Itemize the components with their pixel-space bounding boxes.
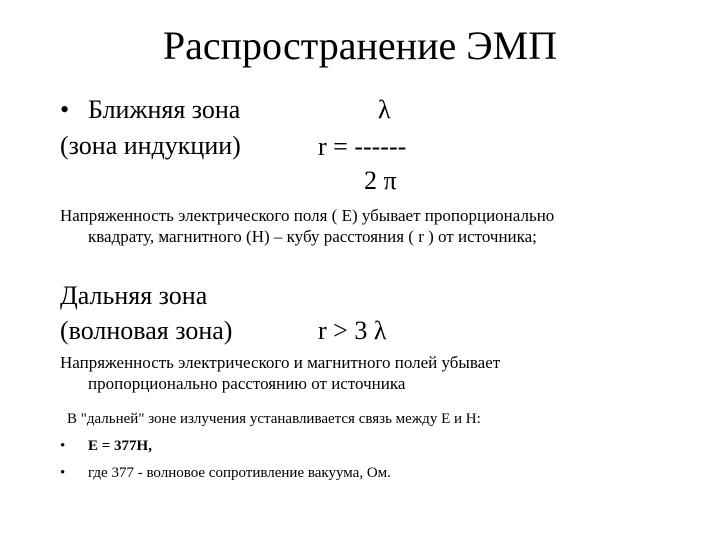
near-zone-bullet: • — [60, 95, 70, 124]
bullet-text: где 377 - волновое сопротивление вакуума, Ом. — [88, 465, 391, 481]
near-zone-description-line1: Напряженность электрического поля ( E) убывает пропорционально — [60, 206, 555, 225]
bullet-formula: Е = 377Н, — [88, 438, 152, 454]
relation-intro: В "дальней" зоне излучения устанавливается связь между Е и Н: — [67, 411, 481, 427]
formula-numerator: λ — [378, 95, 391, 124]
far-zone-label: Дальняя зона — [60, 281, 208, 310]
far-zone-sublabel: (волновая зона) — [60, 316, 233, 345]
formula-denominator: 2 π — [364, 166, 397, 195]
far-zone-description-line2: пропорционально расстоянию от источника — [88, 374, 406, 393]
near-zone-sublabel: (зона индукции) — [60, 131, 241, 160]
bullet-symbol: • — [60, 465, 66, 481]
far-zone-description-line1: Напряженность электрического и магнитного полей убывает — [60, 353, 501, 372]
near-zone-description-line2: квадрату, магнитного (H) – кубу расстояния ( r ) от источника; — [88, 227, 537, 246]
formula-fraction-line: r = ------ — [318, 132, 407, 161]
bullet-symbol: • — [60, 438, 66, 454]
near-zone-label: Ближняя зона — [88, 95, 241, 124]
far-zone-formula: r > 3 λ — [318, 316, 387, 345]
slide-title: Распространение ЭМП — [162, 23, 558, 68]
